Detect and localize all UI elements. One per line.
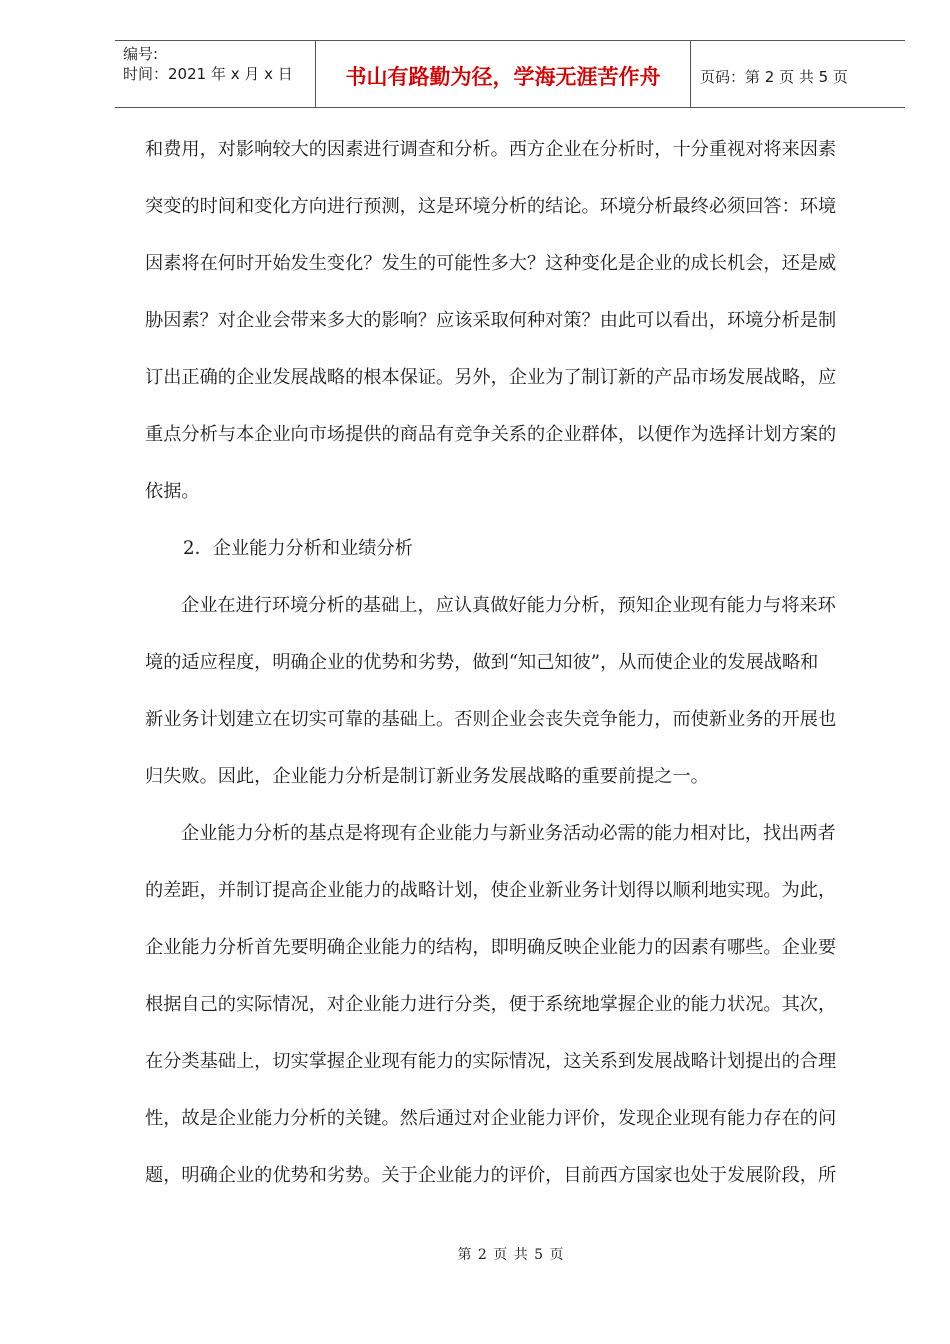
paragraph-first-line: 企业在进行环境分析的基础上，应认真做好能力分析，预知企业现有能力与将来环 [181, 595, 836, 616]
document-date: 时间：2021 年 x 月 x 日 [123, 65, 293, 83]
body-line: 新业务计划建立在切实可靠的基础上。否则企业会丧失竞争能力，而使新业务的开展也 [145, 709, 837, 730]
body-line: 依据。 [145, 481, 200, 502]
page-footer [0, 1244, 950, 1264]
body-line: 性，故是企业能力分析的关键。然后通过对企业能力评价，发现企业现有能力存在的问 [145, 1108, 837, 1129]
paragraph-first-line: 企业能力分析的基点是将现有企业能力与新业务活动必需的能力相对比，找出两者 [181, 823, 836, 844]
body-line: 根据自己的实际情况，对企业能力进行分类，便于系统地掌握企业的能力状况。其次， [145, 994, 837, 1015]
header-page-cell [690, 41, 905, 107]
body-line: 因素将在何时开始发生变化？发生的可能性多大？这种变化是企业的成长机会，还是威 [145, 253, 837, 274]
body-line: 重点分析与本企业向市场提供的商品有竞争关系的企业群体，以便作为选择计划方案的 [145, 424, 837, 445]
header-motto: 书山有路勤为径，学海无涯苦作舟 [345, 65, 661, 89]
body-line: 境的适应程度，明确企业的优势和劣势，做到“知己知彼”，从而使企业的发展战略和 [145, 652, 819, 673]
body-line: 突变的时间和变化方向进行预测，这是环境分析的结论。环境分析最终必须回答：环境 [145, 196, 837, 217]
body-line: 和费用，对影响较大的因素进行调查和分析。西方企业在分析时，十分重视对将来因素 [145, 139, 837, 160]
document-number-label: 编号: [123, 45, 159, 63]
header-page-number: 页码：第 2 页 共 5 页 [700, 68, 848, 86]
body-line: 胁因素？对企业会带来多大的影响？应该采取何种对策？由此可以看出，环境分析是制 [145, 310, 837, 331]
body-line: 在分类基础上，切实掌握企业现有能力的实际情况，这关系到发展战略计划提出的合理 [145, 1051, 837, 1072]
document-body [145, 130, 873, 1213]
body-line: 企业能力分析首先要明确企业能力的结构，即明确反映企业能力的因素有哪些。企业要 [145, 937, 837, 958]
body-line: 题，明确企业的优势和劣势。关于企业能力的评价，目前西方国家也处于发展阶段，所 [145, 1165, 837, 1186]
body-line: 归失败。因此，企业能力分析是制订新业务发展战略的重要前提之一。 [145, 766, 709, 787]
header-motto-cell [315, 41, 691, 107]
body-line: 订出正确的企业发展战略的根本保证。另外，企业为了制订新的产品市场发展战略，应 [145, 367, 837, 388]
body-line: 的差距，并制订提高企业能力的战略计划，使企业新业务计划得以顺利地实现。为此， [145, 880, 837, 901]
section-heading: 2．企业能力分析和业绩分析 [183, 538, 413, 559]
header-meta [115, 41, 315, 107]
page-header [115, 40, 905, 108]
footer-page-number: 第 2 页 共 5 页 [457, 1247, 565, 1263]
